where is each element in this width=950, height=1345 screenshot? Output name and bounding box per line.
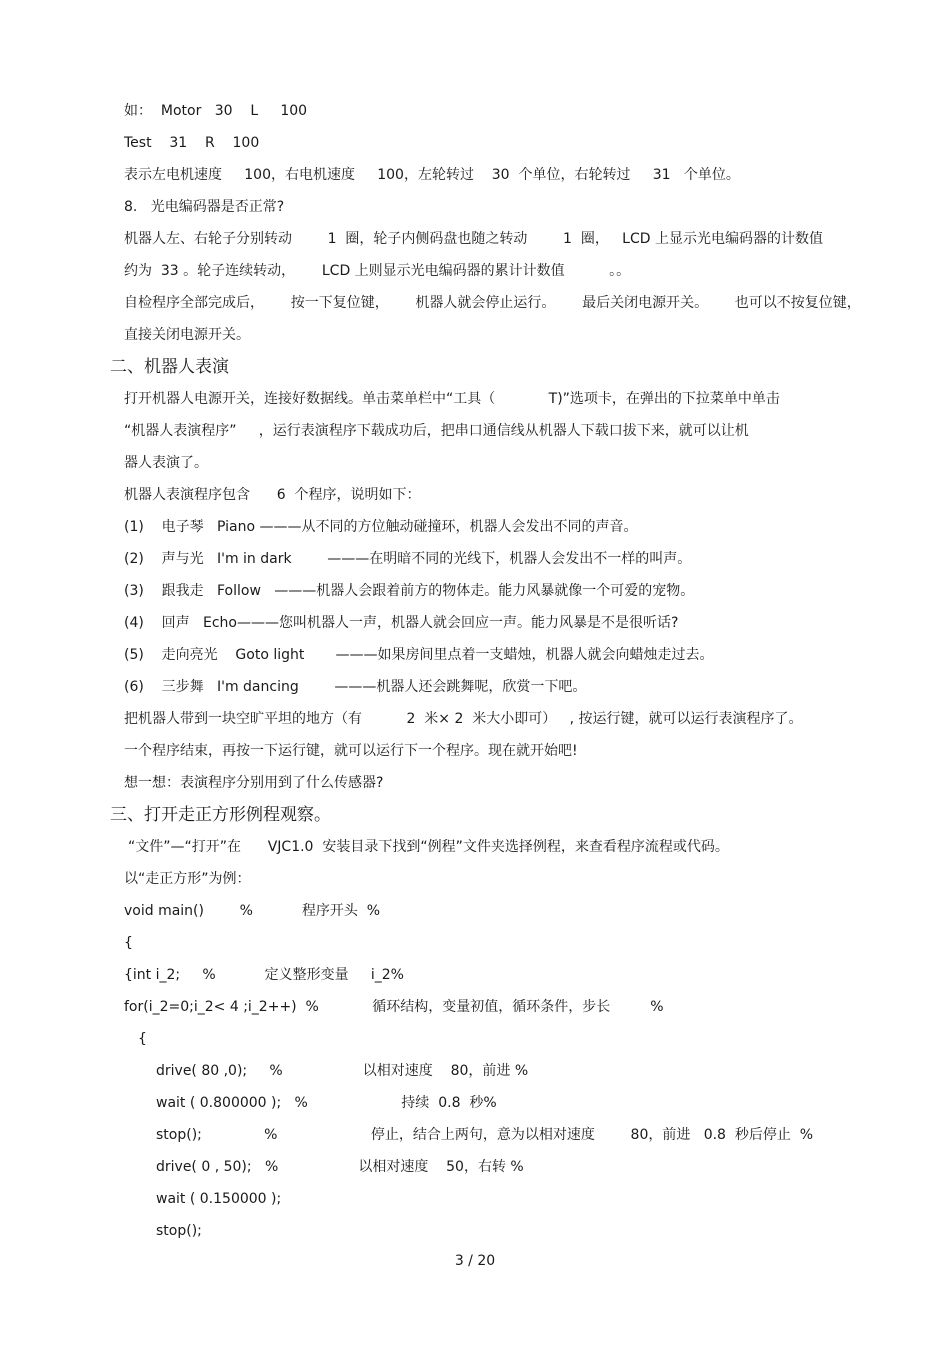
page-number: 3 / 20: [454, 1253, 496, 1269]
list-item: (3) 跟我走 Follow ———机器人会跟着前方的物体走。能力风暴就像一个可爱的宠物。: [124, 583, 695, 599]
section-heading: 二、机器人表演: [110, 357, 229, 377]
list-item: (4) 回声 Echo———您叫机器人一声，机器人就会回应一声。能力风暴是不是很听话?: [124, 615, 679, 631]
code-line: wait ( 0.800000 ); % 持续 0.8 秒%: [156, 1095, 497, 1111]
code-line: {: [124, 935, 133, 951]
code-line: {int i_2; % 定义整形变量 i_2%: [124, 967, 404, 983]
code-line: drive( 0 , 50); % 以相对速度 50，右转 %: [156, 1159, 524, 1175]
text-line: 一个程序结束，再按一下运行键，就可以运行下一个程序。现在就开始吧!: [124, 743, 578, 759]
text-line: 自检程序全部完成后， 按一下复位键， 机器人就会停止运行。 最后关闭电源开关。 也可以不按复位键，: [124, 295, 861, 311]
text-line: 器人表演了。: [124, 455, 208, 471]
text-line: 表示左电机速度 100，右电机速度 100，左轮转过 30 个单位，右轮转过 31 个单位。: [124, 167, 740, 183]
text-line: 直接关闭电源开关。: [124, 327, 250, 343]
code-line: for(i_2=0;i_2< 4 ;i_2++) % 循环结构，变量初值，循环条件，步长 %: [124, 999, 664, 1015]
text-line: 8. 光电编码器是否正常?: [124, 199, 285, 215]
text-line: 想一想：表演程序分别用到了什么传感器?: [124, 775, 384, 791]
text-line: Test 31 R 100: [124, 135, 260, 151]
code-line: {: [138, 1031, 147, 1047]
text-line: 约为 33 。轮子连续转动， LCD 上则显示光电编码器的累计计数值 。。: [124, 263, 631, 279]
text-line: 把机器人带到一块空旷平坦的地方（有 2 米× 2 米大小即可） , 按运行键，就可以运行表演程序了。: [124, 711, 803, 727]
text-line: 机器人左、右轮子分别转动 1 圈，轮子内侧码盘也随之转动 1 圈， LCD 上显示光电编码器的计数值: [124, 231, 823, 247]
code-line: stop(); % 停止，结合上两句，意为以相对速度 80，前进 0.8 秒后停止 %: [156, 1127, 814, 1143]
code-line: drive( 80 ,0); % 以相对速度 80，前进 %: [156, 1063, 529, 1079]
text-line: 如： Motor 30 L 100: [124, 103, 308, 119]
text-line: “文件”—“打开”在 VJC1.0 安装目录下找到“例程”文件夹选择例程，来查看程序流程或代码。: [128, 839, 729, 855]
list-item: (5) 走向亮光 Goto light ———如果房间里点着一支蜡烛，机器人就会向蜡烛走过去。: [124, 647, 714, 663]
text-line: 打开机器人电源开关，连接好数据线。单击菜单栏中“工具（ T)”选项卡，在弹出的下拉菜单中单击: [124, 391, 780, 407]
text-line: “机器人表演程序” ，运行表演程序下载成功后，把串口通信线从机器人下载口拔下来，就可以让机: [124, 423, 749, 439]
code-line: wait ( 0.150000 );: [156, 1191, 282, 1207]
text-line: 以“走正方形”为例：: [124, 871, 251, 887]
section-heading: 三、打开走正方形例程观察。: [110, 805, 331, 825]
list-item: (2) 声与光 I'm in dark ———在明暗不同的光线下，机器人会发出不一样的叫声。: [124, 551, 692, 567]
text-line: 机器人表演程序包含 6 个程序，说明如下：: [124, 487, 421, 503]
list-item: (1) 电子琴 Piano ———从不同的方位触动碰撞环，机器人会发出不同的声音。: [124, 519, 638, 535]
code-line: stop();: [156, 1223, 202, 1239]
code-line: void main() % 程序开头 %: [124, 903, 381, 919]
list-item: (6) 三步舞 I'm dancing ———机器人还会跳舞呢，欣赏一下吧。: [124, 679, 587, 695]
